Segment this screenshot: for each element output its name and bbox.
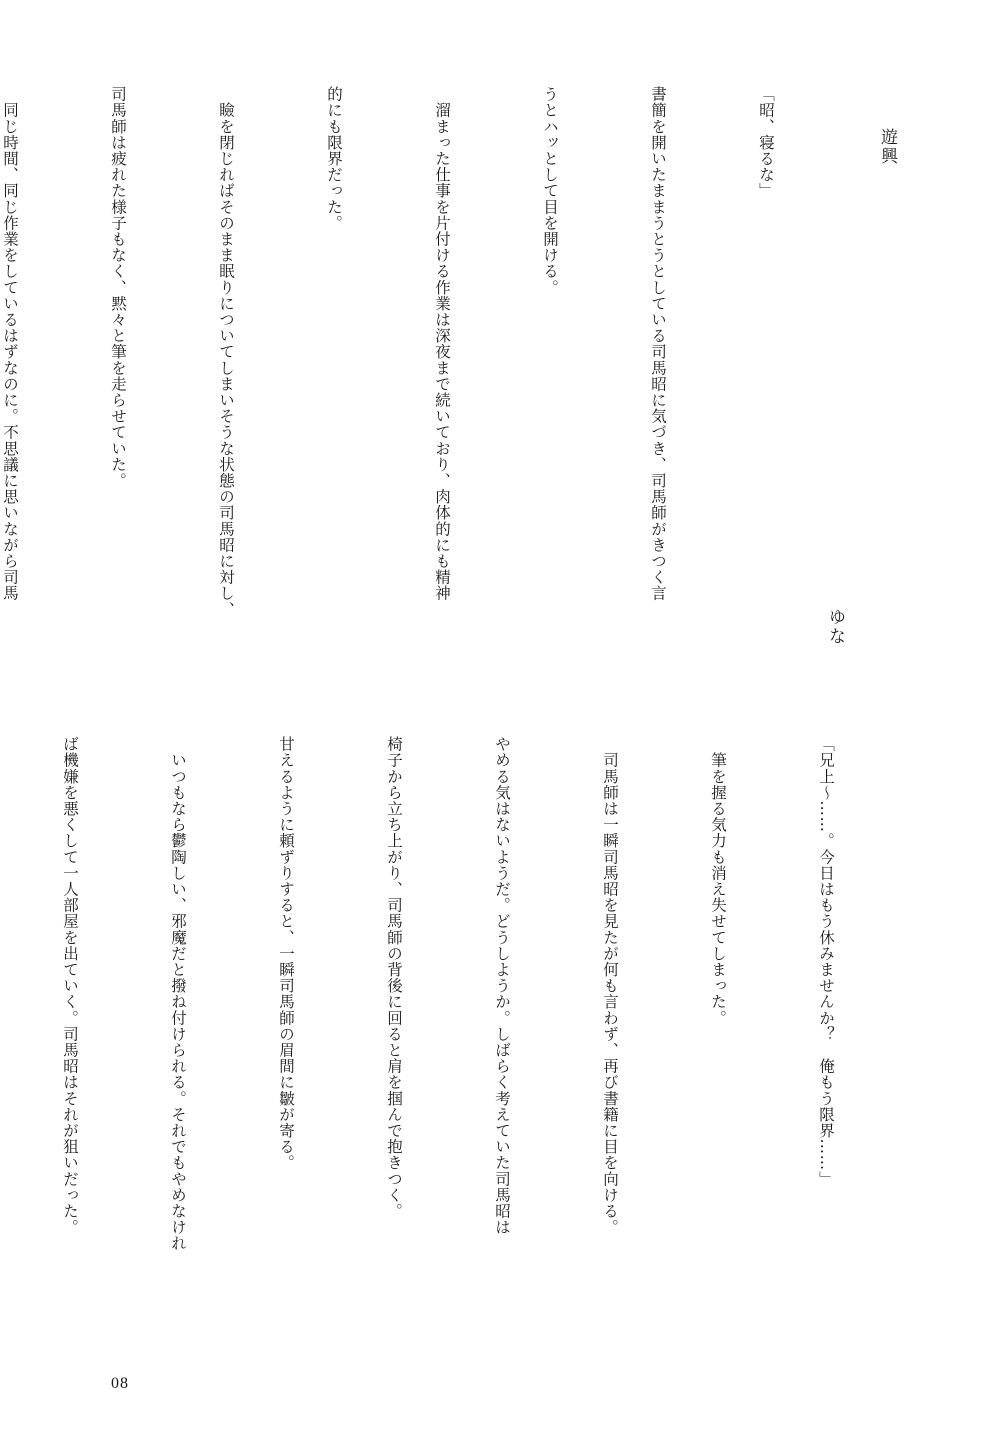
text-line: 同じ時間、同じ作業をしているはずなのに。不思議に思いながら司馬 <box>1 86 19 602</box>
text-line: 書簡を開いたままうとうとしている司馬昭に気づき、司馬師がきつく言 <box>649 86 667 602</box>
text-line: 的にも限界だった。 <box>325 86 343 231</box>
upper-text-block <box>0 86 856 686</box>
text-line: 甘えるように頼ずりすると、一瞬司馬師の眉間に皺が寄る。 <box>277 736 295 1171</box>
text-line: 「昭、寝るな」 <box>757 86 775 199</box>
text-line: 筆を握る気力も消え失せてしまった。 <box>709 736 727 1026</box>
text-line: うとハッとして目を開ける。 <box>541 86 559 296</box>
text-line: 司馬師は疲れた様子もなく、黙々と筆を走らせていた。 <box>109 86 127 489</box>
lower-text-block <box>0 736 916 1376</box>
text-line: 溜まった仕事を片付ける作業は深夜まで続いており、肉体的にも精神 <box>433 86 451 602</box>
text-line: ば機嫌を悪くして一人部屋を出ていく。司馬昭はそれが狙いだった。 <box>61 736 79 1236</box>
author-name: ゆな <box>825 608 845 646</box>
text-line: 椅子から立ち上がり、司馬師の背後に回ると肩を掴んで抱きつく。 <box>385 736 403 1219</box>
text-line: 「兄上〜……。今日はもう休みませんか？ 俺もう限界……」 <box>817 736 835 1187</box>
text-line: いつもなら鬱陶しい、邪魔だと撥ね付けられる。それでもやめなけれ <box>169 736 187 1252</box>
text-line: やめる気はないようだ。どうしようか。しばらく考えていた司馬昭は <box>493 736 511 1236</box>
story-title: 遊興 <box>877 128 897 166</box>
text-line: 瞼を閉じればそのまま眠りについてしまいそうな状態の司馬昭に対し、 <box>217 86 235 618</box>
text-line: 司馬師は一瞬司馬昭を見たが何も言わず、再び書籍に目を向ける。 <box>601 736 619 1236</box>
page-number: 08 <box>111 1375 129 1392</box>
